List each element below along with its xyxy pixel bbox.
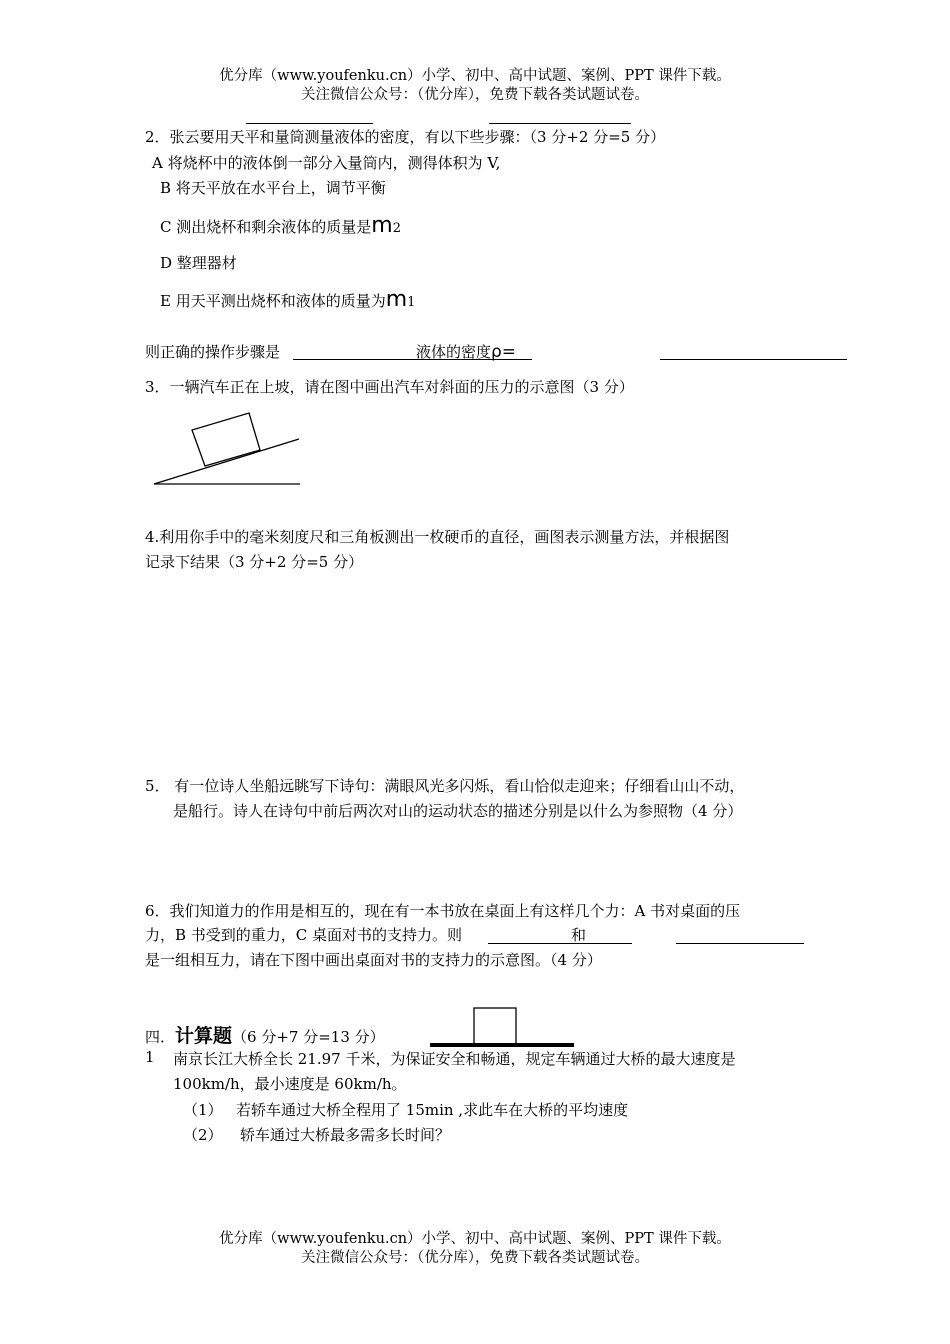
- calc1-sub1-label: （1）: [183, 1101, 223, 1119]
- q2-step-b: B 将天平放在水平台上，调节平衡: [160, 179, 386, 197]
- mass-subscript: 1: [407, 295, 416, 310]
- mass-symbol: m: [385, 287, 408, 312]
- footer-line-2: 关注微信公众号：（优分库），免费下载各类试题试卷。: [301, 1250, 649, 1266]
- q6-line-3: 是一组相互力，请在下图中画出桌面对书的支持力的示意图。（4 分）: [145, 951, 602, 969]
- q6-and: 和: [571, 926, 587, 944]
- calc1-sub2: 轿车通过大桥最多需多长时间？: [240, 1126, 451, 1144]
- calc1-line-1: 南京长江大桥全长 21.97 千米，为保证安全和畅通，规定车辆通过大桥的最大速度是: [173, 1050, 736, 1068]
- q5-line-1: 5． 有一位诗人坐船远眺写下诗句：满眼风光多闪烁，看山恰似走迎来；仔细看山山不动，: [145, 777, 745, 795]
- q2-stem: 2．张云要用天平和量筒测量液体的密度，有以下些步骤：（3 分+2 分=5 分）: [145, 128, 666, 146]
- q4-line-2: 记录下结果（3 分+2 分=5 分）: [145, 553, 364, 571]
- section-4-score: （6 分+7 分=13 分）: [232, 1028, 385, 1046]
- calc1-sub1: 若轿车通过大桥全程用了 15min ,求此车在大桥的平均速度: [236, 1101, 629, 1119]
- q5-line-2: 是船行。诗人在诗句中前后两次对山的运动状态的描述分别是以什么为参照物（4 分）: [173, 802, 743, 820]
- section-4-heading: [145, 1021, 385, 1048]
- mass-symbol: m: [371, 213, 393, 238]
- calc1-sub2-label: （2）: [183, 1126, 223, 1144]
- q2-step-e-text: E 用天平测出烧杯和液体的质量为: [160, 292, 386, 310]
- q2-density-label-text: 液体的密度: [416, 343, 492, 361]
- calc1-number: 1: [145, 1048, 155, 1066]
- calc1-line-2: 100km/h，最小速度是 60km/h。: [173, 1075, 407, 1093]
- header-line-2: 关注微信公众号：（优分库），免费下载各类试题试卷。: [301, 87, 649, 103]
- footer-line-1: 优分库（www.youfenku.cn）小学、初中、高中试题、案例、PPT 课件下载。: [219, 1231, 731, 1247]
- book-block: [474, 1008, 516, 1044]
- header-line-1: 优分库（www.youfenku.cn）小学、初中、高中试题、案例、PPT 课件下载。: [219, 68, 731, 84]
- q4-line-1: 4.利用你手中的毫米刻度尺和三角板测出一枚硬币的直径，画图表示测量方法，并根据图: [145, 528, 730, 546]
- rho-symbol: ρ=: [491, 342, 517, 362]
- q6-line-2a: 力，B 书受到的重力，C 桌面对书的支持力。则: [145, 926, 463, 944]
- q3-stem: 3．一辆汽车正在上坡，请在图中画出汽车对斜面的压力的示意图（3 分）: [145, 378, 634, 396]
- section-4-prefix: 四．: [145, 1028, 176, 1046]
- mass-subscript: 2: [392, 221, 401, 236]
- q6-line-1: 6．我们知道力的作用是相互的，现在有一本书放在桌面上有这样几个力：A 书对桌面的压: [145, 902, 741, 920]
- section-4-title: 计算题: [175, 1025, 233, 1047]
- q2-step-d: D 整理器材: [160, 254, 237, 272]
- q2-step-a: A 将烧杯中的液体倒一部分入量筒内，测得体积为 V,: [152, 154, 501, 172]
- q2-step-c-text: C 测出烧杯和剩余液体的质量是: [160, 218, 372, 236]
- q2-answer-prefix: 则正确的操作步骤是: [145, 343, 281, 361]
